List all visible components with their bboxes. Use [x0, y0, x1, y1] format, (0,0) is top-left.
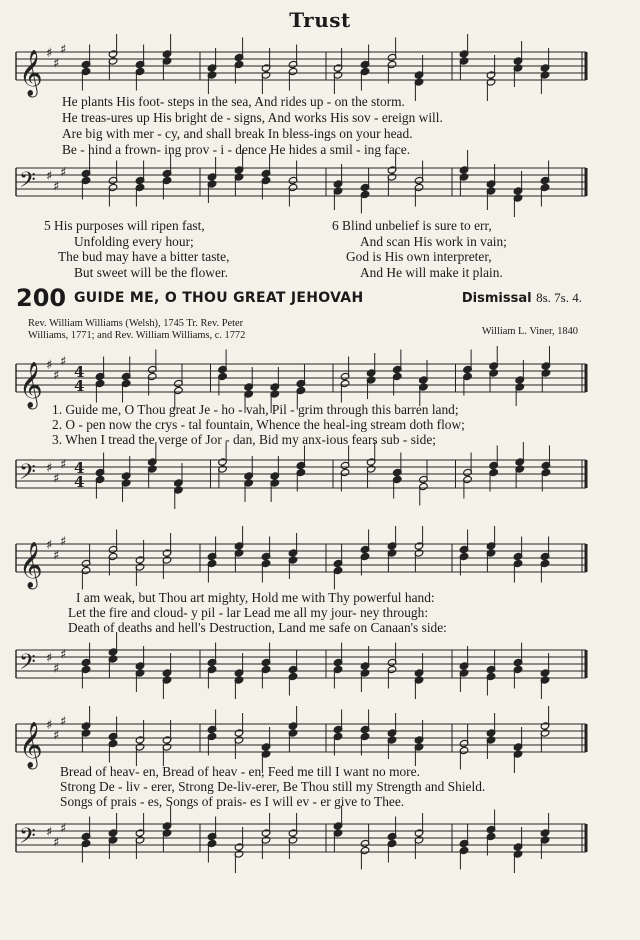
- hymn-title-trust: Trust: [289, 8, 351, 32]
- svg-text:♯: ♯: [46, 718, 53, 733]
- music-staff-treble: [0, 532, 640, 588]
- tune-info: [462, 290, 582, 306]
- svg-text:♯: ♯: [53, 56, 60, 72]
- lyric-line: 3. When I tread the verge of Jor - dan, Bid my anx-ious fears sub - side;: [52, 432, 437, 447]
- music-staff-treble: [0, 352, 640, 408]
- credit-line: Williams, 1771; and Rev. William Williams, c. 1772: [28, 330, 246, 341]
- words-credit: [28, 318, 245, 342]
- svg-text:𝄢: 𝄢: [19, 460, 36, 490]
- svg-text:♯: ♯: [53, 728, 60, 744]
- music-staff-bass: [0, 812, 640, 862]
- verse-5: [44, 218, 229, 280]
- verse-line: Unfolding every hour;: [74, 233, 194, 249]
- svg-text:4: 4: [74, 377, 85, 395]
- music-staff-bass: [0, 638, 640, 688]
- svg-text:♯: ♯: [53, 835, 60, 851]
- music-staff-bass: [0, 448, 640, 498]
- svg-text:4: 4: [74, 363, 85, 381]
- svg-text:♯: ♯: [60, 647, 67, 663]
- verse-line: And scan His work in vain;: [360, 233, 507, 249]
- svg-text:♯: ♯: [60, 821, 67, 837]
- svg-text:4: 4: [74, 473, 85, 491]
- svg-text:♯: ♯: [53, 548, 60, 564]
- svg-text:𝄢: 𝄢: [19, 168, 36, 198]
- tune-name: Dismissal: [461, 291, 532, 306]
- svg-text:♯: ♯: [46, 461, 53, 476]
- svg-text:♯: ♯: [60, 534, 67, 550]
- verse-line: The bud may have a bitter taste,: [58, 249, 230, 264]
- svg-text:♯: ♯: [60, 714, 67, 730]
- tune-meter: 8s. 7s. 4.: [536, 290, 582, 305]
- svg-text:♯: ♯: [60, 457, 67, 473]
- svg-text:♯: ♯: [46, 169, 53, 184]
- verse-line: But sweet will be the flower.: [74, 264, 228, 280]
- lyric-line: Let the fire and cloud- y pil - lar Lead me all my jour- ney through:: [68, 605, 429, 620]
- svg-text:𝄞: 𝄞: [19, 50, 43, 96]
- verse-line: 5 His purposes will ripen fast,: [44, 218, 205, 233]
- verse-line: 6 Blind unbelief is sure to err,: [332, 218, 492, 233]
- svg-text:𝄢: 𝄢: [19, 650, 36, 680]
- svg-text:♯: ♯: [46, 46, 53, 61]
- music-staff-treble: [0, 712, 640, 768]
- lyric-line: Bread of heav- en, Bread of heav - en, Feed me till I want no more.: [60, 764, 420, 779]
- svg-text:𝄢: 𝄢: [19, 824, 36, 854]
- svg-text:𝄞: 𝄞: [19, 542, 43, 588]
- svg-text:♯: ♯: [46, 358, 53, 373]
- lyric-line: 2. O - pen now the crys - tal fountain, Whence the heal-ing stream doth flow;: [52, 417, 465, 432]
- svg-text:♯: ♯: [60, 165, 67, 181]
- music-staff-bass: [0, 156, 640, 211]
- hymn-title: GUIDE ME, O THOU GREAT JEHOVAH: [74, 290, 364, 306]
- svg-text:♯: ♯: [53, 471, 60, 487]
- svg-text:♯: ♯: [46, 651, 53, 666]
- credit-line: Rev. William Williams (Welsh), 1745 Tr. Rev. Peter: [28, 318, 244, 329]
- lyric-line: Be - hind a frown- ing prov - i - dence He hides a smil - ing face.: [62, 142, 411, 157]
- svg-text:♯: ♯: [46, 538, 53, 553]
- lyric-line: Death of deaths and hell's Destruction, Land me safe on Canaan's side:: [68, 620, 447, 635]
- lyric-line: 1. Guide me, O Thou great Je - ho - vah, Pil - grim through this barren land;: [52, 402, 459, 417]
- music-staff-treble: [0, 40, 640, 95]
- lyric-line: Strong De - liv - erer, Strong De-liv-erer, Be Thou still my Strength and Shield.: [60, 779, 486, 794]
- svg-text:♯: ♯: [53, 661, 60, 677]
- verse-6: [332, 218, 507, 280]
- svg-text:♯: ♯: [60, 42, 67, 58]
- svg-text:𝄞: 𝄞: [19, 362, 43, 408]
- lyric-line: Songs of prais - es, Songs of prais- es I will ev - er give to Thee.: [60, 794, 405, 809]
- svg-text:♯: ♯: [53, 368, 60, 384]
- svg-text:♯: ♯: [60, 354, 67, 370]
- music-credit: William L. Viner, 1840: [481, 326, 578, 337]
- svg-text:♯: ♯: [53, 179, 60, 195]
- hymn-number: 200: [16, 284, 67, 312]
- svg-text:♯: ♯: [46, 825, 53, 840]
- lyric-line: I am weak, but Thou art mighty, Hold me with Thy powerful hand:: [76, 590, 435, 605]
- verse-line: God is His own interpreter,: [346, 249, 492, 264]
- verse-line: And He will make it plain.: [360, 264, 503, 280]
- lyric-line: He treas-ures up His bright de - signs, And works His sov - ereign will.: [62, 110, 443, 125]
- svg-text:𝄞: 𝄞: [19, 722, 43, 768]
- svg-text:4: 4: [74, 459, 85, 477]
- lyric-line: Are big with mer - cy, and shall break In bless-ings on your head.: [62, 126, 413, 141]
- lyric-line: He plants His foot- steps in the sea, And rides up - on the storm.: [62, 94, 405, 109]
